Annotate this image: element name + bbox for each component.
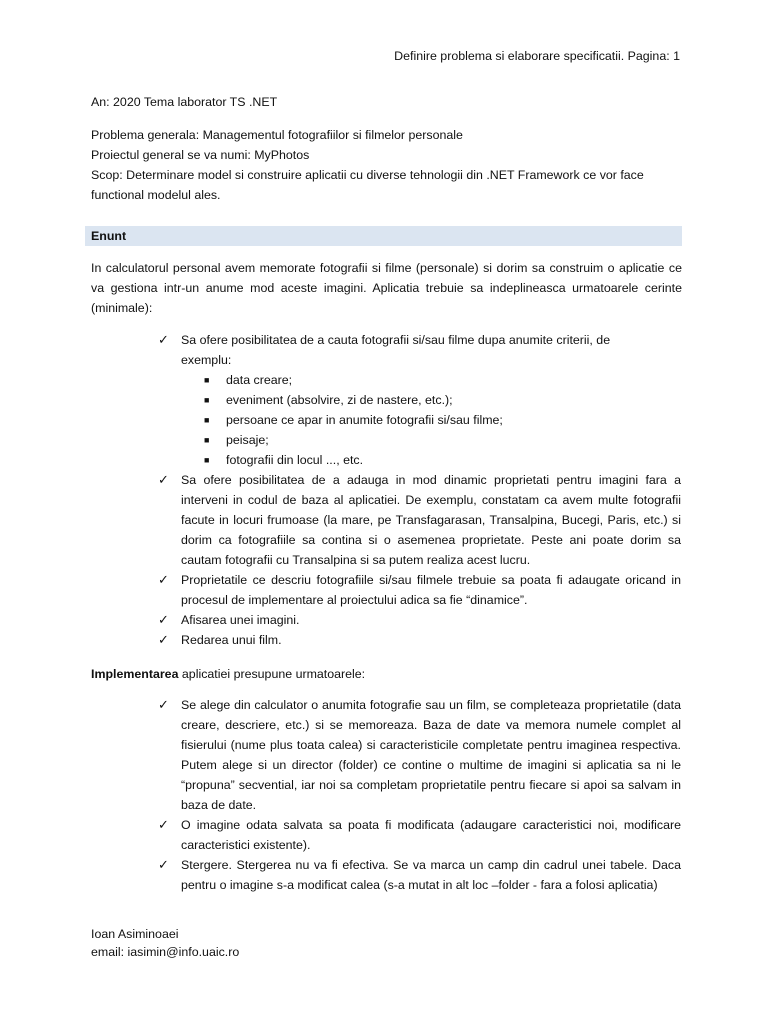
requirement-item-3: Proprietatile ce descriu fotografiile si/sau filmele trebuie sa poata fi adaugate oricand in procesul de implementare al proiectului adica sa fie “dinamice”. [181, 573, 681, 607]
requirement-item-4: Afisarea unei imagini. [181, 613, 300, 627]
square-bullet-icon: ■ [204, 455, 210, 465]
problem-line: Problema generala: Managementul fotografiilor si filmelor personale [91, 128, 463, 142]
implementation-rest: aplicatiei presupune urmatoarele: [178, 667, 366, 681]
requirement-item-5: Redarea unui film. [181, 633, 282, 647]
check-icon: ✓ [158, 857, 169, 872]
square-bullet-icon: ■ [204, 395, 210, 405]
implementation-item-2: O imagine odata salvata sa poata fi modificata (adaugare caracteristici noi, modificare caracteristici existente). [181, 818, 681, 852]
criteria-item-2: eveniment (absolvire, zi de nastere, etc.); [226, 393, 453, 407]
implementation-bold: Implementarea [91, 667, 179, 681]
square-bullet-icon: ■ [204, 375, 210, 385]
check-icon: ✓ [158, 572, 169, 587]
square-bullet-icon: ■ [204, 435, 210, 445]
check-icon: ✓ [158, 612, 169, 627]
check-icon: ✓ [158, 332, 169, 347]
page-header: Definire problema si elaborare specificatii. Pagina: 1 [394, 49, 680, 63]
check-icon: ✓ [158, 697, 169, 712]
criteria-item-5: fotografii din locul ..., etc. [226, 453, 364, 467]
enunt-paragraph: In calculatorul personal avem memorate fotografii si filme (personale) si dorim sa construim o aplicatie ce va gestiona intr-un anume mod aceste imagini. Aplicatia trebuie sa indeplineasca urmatoarele cerinte (minimale): [91, 261, 682, 315]
requirement-item-1: Sa ofere posibilitatea de a cauta fotografii si/sau filme dupa anumite criterii, de exemplu: [181, 333, 611, 367]
check-icon: ✓ [158, 472, 169, 487]
criteria-item-4: peisaje; [226, 433, 269, 447]
project-line: Proiectul general se va numi: MyPhotos [91, 148, 310, 162]
criteria-item-1: data creare; [226, 373, 293, 387]
criteria-item-3: persoane ce apar in anumite fotografii si/sau filme; [226, 413, 503, 427]
enunt-heading: Enunt [85, 226, 682, 246]
footer-name: Ioan Asiminoaei [91, 927, 179, 941]
check-icon: ✓ [158, 817, 169, 832]
implementation-item-1: Se alege din calculator o anumita fotografie sau un film, se completeaza proprietatile (data creare, descriere, etc.) si se memoreaza. Baza de date va memora numele complet al fisierului (nume plus toata calea) si caracteristicile completate pentru imaginea respectiva. Putem alege si un director (folder) ce contine o multime de imagini si aplicatia sa ni le “propuna” secvential, iar noi sa completam proprietatile pentru fiecare si apoi sa salvam in baza de date. [181, 698, 681, 812]
square-bullet-icon: ■ [204, 415, 210, 425]
year-line: An: 2020 Tema laborator TS .NET [91, 95, 278, 109]
scope-line-2: functional modelul ales. [91, 188, 221, 202]
footer-email: email: iasimin@info.uaic.ro [91, 945, 240, 959]
implementation-item-3: Stergere. Stergerea nu va fi efectiva. Se va marca un camp din cadrul unei tabele. Daca pentru o imagine s-a modificat calea (s-a mutat in alt loc –folder - fara a folosi aplicatia) [181, 858, 681, 892]
implementation-heading [91, 664, 365, 684]
scope-line-1: Scop: Determinare model si construire aplicatii cu diverse tehnologii din .NET Framework ce vor face [91, 168, 644, 182]
requirement-item-2: Sa ofere posibilitatea de a adauga in mod dinamic proprietati pentru imagini fara a interveni in codul de baza al aplicatiei. De exemplu, constatam ca avem multe fotografii facute in locuri frumoase (la mare, pe Transfagarasan, Transalpina, Bucegi, Paris, etc.) si dorim ca fotografiile sa contina si o asemenea proprietate. Peste ani poate dorim sa cautam fotografii cu Transalpina si sa putem realiza acest lucru. [181, 473, 681, 567]
check-icon: ✓ [158, 632, 169, 647]
